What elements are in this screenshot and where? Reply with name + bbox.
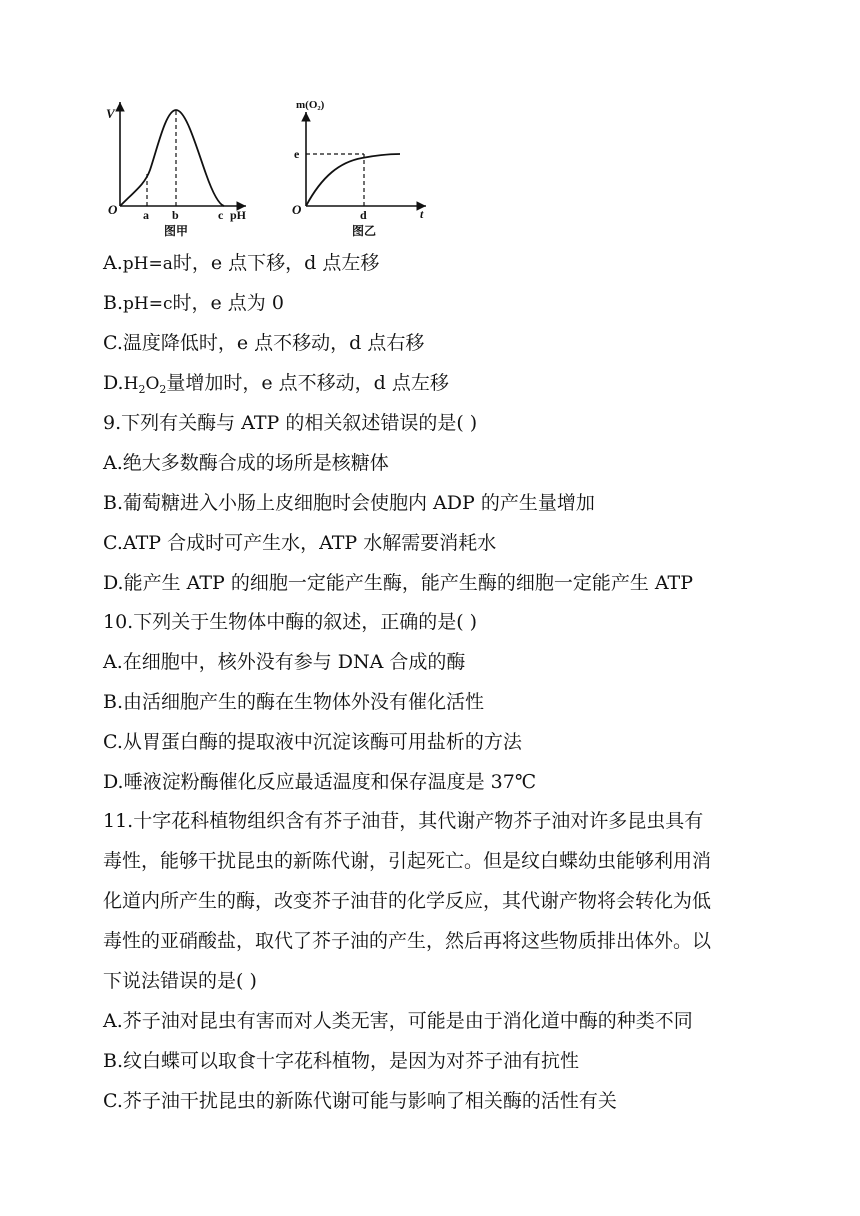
q11-option-b: B.纹白蝶可以取食十字花科植物，是因为对芥子油有抗性	[103, 1050, 580, 1072]
q11-option-a: A.芥子油对昆虫有害而对人类无害，可能是由于消化道中酶的种类不同	[103, 1010, 693, 1032]
q11-stem-line: 11.十字花科植物组织含有芥子油苷，其代谢产物芥子油对许多昆虫具有	[103, 810, 704, 832]
yi-tick-d: d	[360, 208, 367, 222]
q10-option-d: D.唾液淀粉酶催化反应最适温度和保存温度是 37℃	[103, 771, 537, 793]
q8-option-d	[103, 370, 449, 403]
figure-group	[100, 96, 440, 246]
q11-stem-line: 化道内所产生的酶，改变芥子油苷的化学反应，其代谢产物将会转化为低	[103, 890, 712, 912]
yi-caption: 图乙	[352, 224, 377, 238]
q11-stem-line: 下说法错误的是( )	[103, 970, 257, 992]
q9-option-d: D.能产生 ATP 的细胞一定能产生酶，能产生酶的细胞一定能产生 ATP	[103, 572, 693, 594]
yi-y-label: m(O₂)	[296, 99, 325, 111]
option-text: 时，e 点为 0	[172, 292, 284, 314]
jia-y-label: V	[106, 106, 115, 121]
yi-tick-e: e	[294, 147, 300, 161]
q10-option-b: B.由活细胞产生的酶在生物体外没有催化活性	[103, 691, 485, 713]
option-prefix: B.	[103, 292, 124, 314]
formula-h: H	[123, 374, 139, 394]
jia-caption: 图甲	[164, 224, 189, 238]
formula-o: O	[145, 374, 160, 394]
q8-option-a	[103, 250, 379, 277]
formula-sub: 2	[159, 383, 167, 396]
jia-bell-curve	[120, 110, 224, 206]
jia-x-label: pH	[230, 208, 247, 222]
jia-tick-a: a	[143, 208, 149, 222]
ph-value: pH=a	[122, 254, 173, 274]
jia-tick-c: c	[218, 208, 224, 222]
q11-stem-line: 毒性，能够干扰昆虫的新陈代谢，引起死亡。但是纹白蝶幼虫能够利用消	[103, 850, 712, 872]
q11-stem-line: 毒性的亚硝酸盐，取代了芥子油的产生，然后再将这些物质排出体外。以	[103, 930, 712, 952]
q10-stem: 10.下列关于生物体中酶的叙述，正确的是( )	[103, 611, 478, 633]
q9-option-c: C.ATP 合成时可产生水，ATP 水解需要消耗水	[103, 532, 497, 554]
ph-value: pH=c	[123, 294, 173, 314]
formula-sub: 2	[138, 383, 146, 396]
q10-option-a: A.在细胞中，核外没有参与 DNA 合成的酶	[103, 651, 466, 673]
q10-option-c: C.从胃蛋白酶的提取液中沉淀该酶可用盐析的方法	[103, 731, 522, 753]
q9-option-a: A.绝大多数酶合成的场所是核糖体	[103, 452, 389, 474]
q11-option-c: C.芥子油干扰昆虫的新陈代谢可能与影响了相关酶的活性有关	[103, 1090, 617, 1112]
yi-x-label: t	[420, 207, 424, 221]
option-prefix: A.	[103, 252, 123, 274]
option-prefix: D.	[103, 372, 124, 394]
yi-saturation-curve	[306, 154, 400, 206]
q8-option-c: C.温度降低时，e 点不移动，d 点右移	[103, 332, 425, 354]
q8-option-b	[103, 290, 284, 317]
jia-origin: O	[108, 202, 118, 217]
option-text: 时，e 点下移，d 点左移	[172, 252, 380, 274]
option-text: 量增加时，e 点不移动，d 点左移	[166, 372, 449, 394]
q9-stem: 9.下列有关酶与 ATP 的相关叙述错误的是( )	[103, 412, 478, 434]
figure-jia	[100, 96, 260, 246]
q9-option-b: B.葡萄糖进入小肠上皮细胞时会使胞内 ADP 的产生量增加	[103, 492, 595, 514]
yi-origin: O	[292, 202, 302, 217]
jia-tick-b: b	[172, 208, 179, 222]
figure-yi	[270, 96, 440, 246]
